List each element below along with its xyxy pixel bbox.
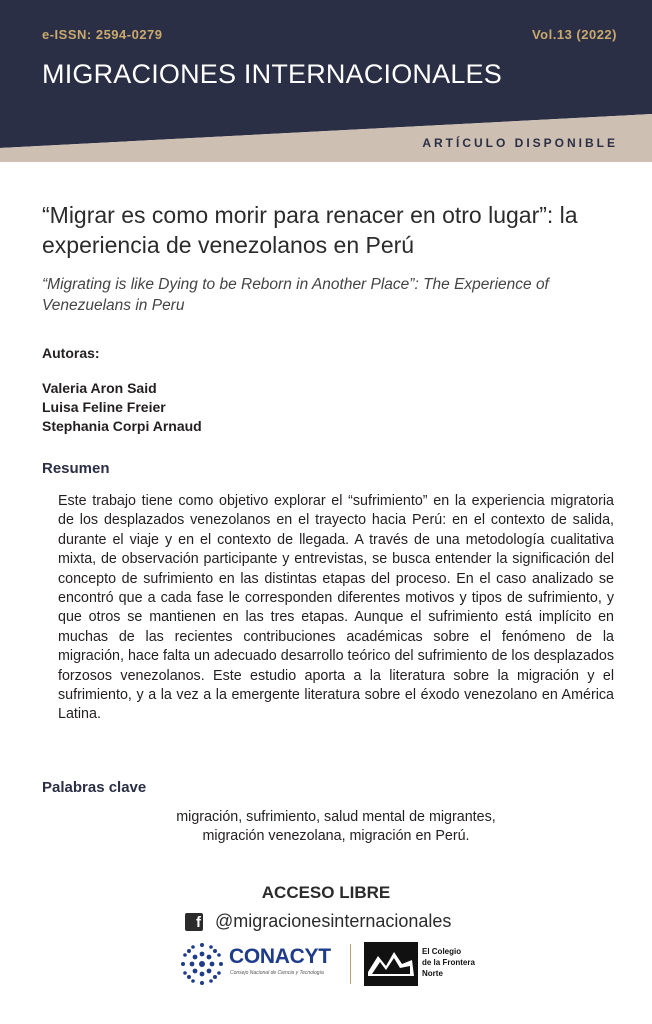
colef-logo-icon bbox=[364, 942, 418, 986]
keywords-text bbox=[58, 808, 614, 846]
article-title: “Migrar es como morir para renacer en otro lugar”: la experiencia de venezolanos en Perú bbox=[42, 202, 578, 258]
conacyt-logo-text: CONACYT bbox=[229, 945, 331, 968]
social-link[interactable] bbox=[185, 911, 451, 932]
facebook-icon: f bbox=[185, 913, 203, 931]
colef-logo-text bbox=[422, 946, 475, 979]
author-name: Luisa Feline Freier bbox=[42, 399, 166, 415]
colef-line: Norte bbox=[422, 969, 443, 978]
article-status: ARTÍCULO DISPONIBLE bbox=[422, 136, 618, 150]
sponsor-logos bbox=[178, 940, 498, 988]
social-handle[interactable]: @migracionesinternacionales bbox=[215, 911, 452, 931]
conacyt-logo-icon bbox=[178, 940, 226, 988]
article-title-english: “Migrating is like Dying to be Reborn in Another Place”: The Experience of Venezuelans in Peru bbox=[42, 276, 549, 314]
conacyt-subtitle: Consejo Nacional de Ciencia y Tecnología bbox=[230, 970, 324, 976]
journal-header bbox=[0, 0, 652, 162]
volume-label: Vol.13 (2022) bbox=[531, 27, 617, 42]
logo-divider bbox=[350, 944, 351, 984]
keywords-heading: Palabras clave bbox=[42, 779, 147, 796]
colef-line: de la Frontera bbox=[422, 958, 475, 967]
author-name: Stephania Corpi Arnaud bbox=[42, 418, 202, 434]
authors-list bbox=[42, 379, 202, 436]
journal-title: MIGRACIONES INTERNACIONALES bbox=[42, 59, 502, 89]
keywords-line: migración, sufrimiento, salud mental de migrantes, bbox=[176, 809, 496, 825]
author-name: Valeria Aron Said bbox=[42, 380, 157, 396]
abstract-text: Este trabajo tiene como objetivo explorar el “sufrimiento” en la experiencia migratoria de los desplazados venezolanos en el trayecto hacia Perú: en el contexto de salida, durante el viaje y en el contexto de llegada. A través de una metodología cualitativa mixta, de observación participante y entrevistas, se busca entender la significación del concepto de sufrimiento en las distintas etapas del proceso. En el caso analizado se encontró que a cada fase le corresponden diferentes motivos y tipos de sufrimiento, y que otros se mantienen en las tres etapas. Aunque el sufrimiento está implícito en muchas de las recientes contribuciones académicas sobre el fenómeno de la migración, hace falta un adecuado desarrollo teórico del sufrimiento de los desplazados forzosos venezolanos. Este estudio aporta a la literatura sobre la migración y el sufrimiento, y a la vez a la emergente literatura sobre el éxodo venezolano en América Latina. bbox=[58, 493, 614, 723]
authors-label: Autoras: bbox=[42, 345, 100, 361]
abstract-heading: Resumen bbox=[42, 460, 110, 477]
issn-label: e-ISSN: 2594-0279 bbox=[42, 27, 163, 42]
open-access-label: ACCESO LIBRE bbox=[261, 883, 391, 902]
colef-line: El Colegio bbox=[422, 947, 462, 956]
keywords-line: migración venezolana, migración en Perú. bbox=[202, 828, 470, 844]
